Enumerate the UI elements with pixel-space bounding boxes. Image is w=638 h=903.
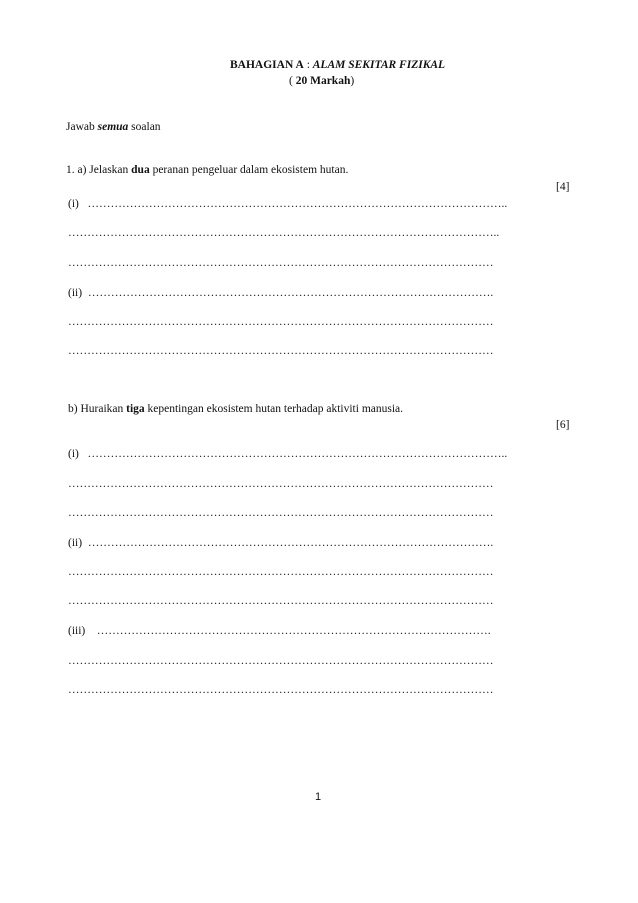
marks-open: ( xyxy=(289,75,296,87)
q1a-label-i: (i) xyxy=(68,198,79,210)
q1b-answer-line-i[interactable] xyxy=(68,447,507,461)
q1b-label-i: (i) xyxy=(68,448,79,460)
q1a-label-ii: (ii) xyxy=(68,287,83,299)
page-number: 1 xyxy=(315,791,322,803)
answer-dots: ……………………………………………………………………………………………. xyxy=(87,537,494,549)
q1b-suffix: kepentingan ekosistem hutan terhadap aktiviti manusia. xyxy=(144,403,404,415)
q1b-answer-line-iii[interactable] xyxy=(68,624,491,638)
answer-dots: ……………………………………………………………………………………………….. xyxy=(87,198,508,210)
q1b-answer-line[interactable]: ………………………………………………………………………………………………… xyxy=(68,684,494,696)
q1b-answer-line[interactable]: ………………………………………………………………………………………………… xyxy=(68,478,494,490)
q1b-label-ii: (ii) xyxy=(68,537,83,549)
q1b-answer-line[interactable]: ………………………………………………………………………………………………… xyxy=(68,566,494,578)
instruction-prefix: Jawab xyxy=(66,121,98,133)
answer-dots: ……………………………………………………………………………………………….. xyxy=(87,448,508,460)
q1a-answer-line-i[interactable] xyxy=(68,197,507,211)
answer-dots: ……………………………………………………………………………………………. xyxy=(87,287,494,299)
section-title-sep: : xyxy=(303,59,313,71)
q1b-answer-line-ii[interactable] xyxy=(68,536,493,550)
q1a-prefix: 1. a) Jelaskan xyxy=(66,164,132,176)
q1b-label-iii: (iii) xyxy=(68,625,86,637)
question-1a xyxy=(66,163,348,177)
answer-dots: …………………………………………………………………………………………. xyxy=(96,625,491,637)
instruction xyxy=(66,120,161,134)
q1a-answer-line[interactable]: ………………………………………………………………………………………………… xyxy=(68,345,494,357)
section-title-bold: BAHAGIAN A xyxy=(230,59,304,71)
q1a-answer-line[interactable]: ………………………………………………………………………………………………… xyxy=(68,257,494,269)
q1a-answer-line[interactable]: ………………………………………………………………………………………………… xyxy=(68,316,494,328)
q1b-answer-line[interactable]: ………………………………………………………………………………………………… xyxy=(68,507,494,519)
q1a-marks: [4] xyxy=(556,181,570,193)
q1b-bold: tiga xyxy=(126,403,145,415)
q1a-answer-line-ii[interactable] xyxy=(68,286,493,300)
section-title-italic: ALAM SEKITAR FIZIKAL xyxy=(312,59,446,71)
q1a-bold: dua xyxy=(131,164,150,176)
q1b-answer-line[interactable]: ………………………………………………………………………………………………… xyxy=(68,655,494,667)
q1a-suffix: peranan pengeluar dalam ekosistem hutan. xyxy=(149,164,349,176)
instruction-emph: semua xyxy=(97,121,129,133)
q1b-answer-line[interactable]: ………………………………………………………………………………………………… xyxy=(68,595,494,607)
section-title xyxy=(230,58,445,72)
section-marks xyxy=(289,74,354,88)
q1b-prefix: b) Huraikan xyxy=(68,403,127,415)
question-1b xyxy=(68,402,403,416)
marks-bold: 20 Markah xyxy=(295,75,351,87)
instruction-suffix: soalan xyxy=(128,121,161,133)
q1b-marks: [6] xyxy=(556,419,570,431)
q1a-answer-line[interactable]: ………………………………………………………………………………………………….. xyxy=(68,227,500,239)
marks-close: ) xyxy=(350,75,355,87)
